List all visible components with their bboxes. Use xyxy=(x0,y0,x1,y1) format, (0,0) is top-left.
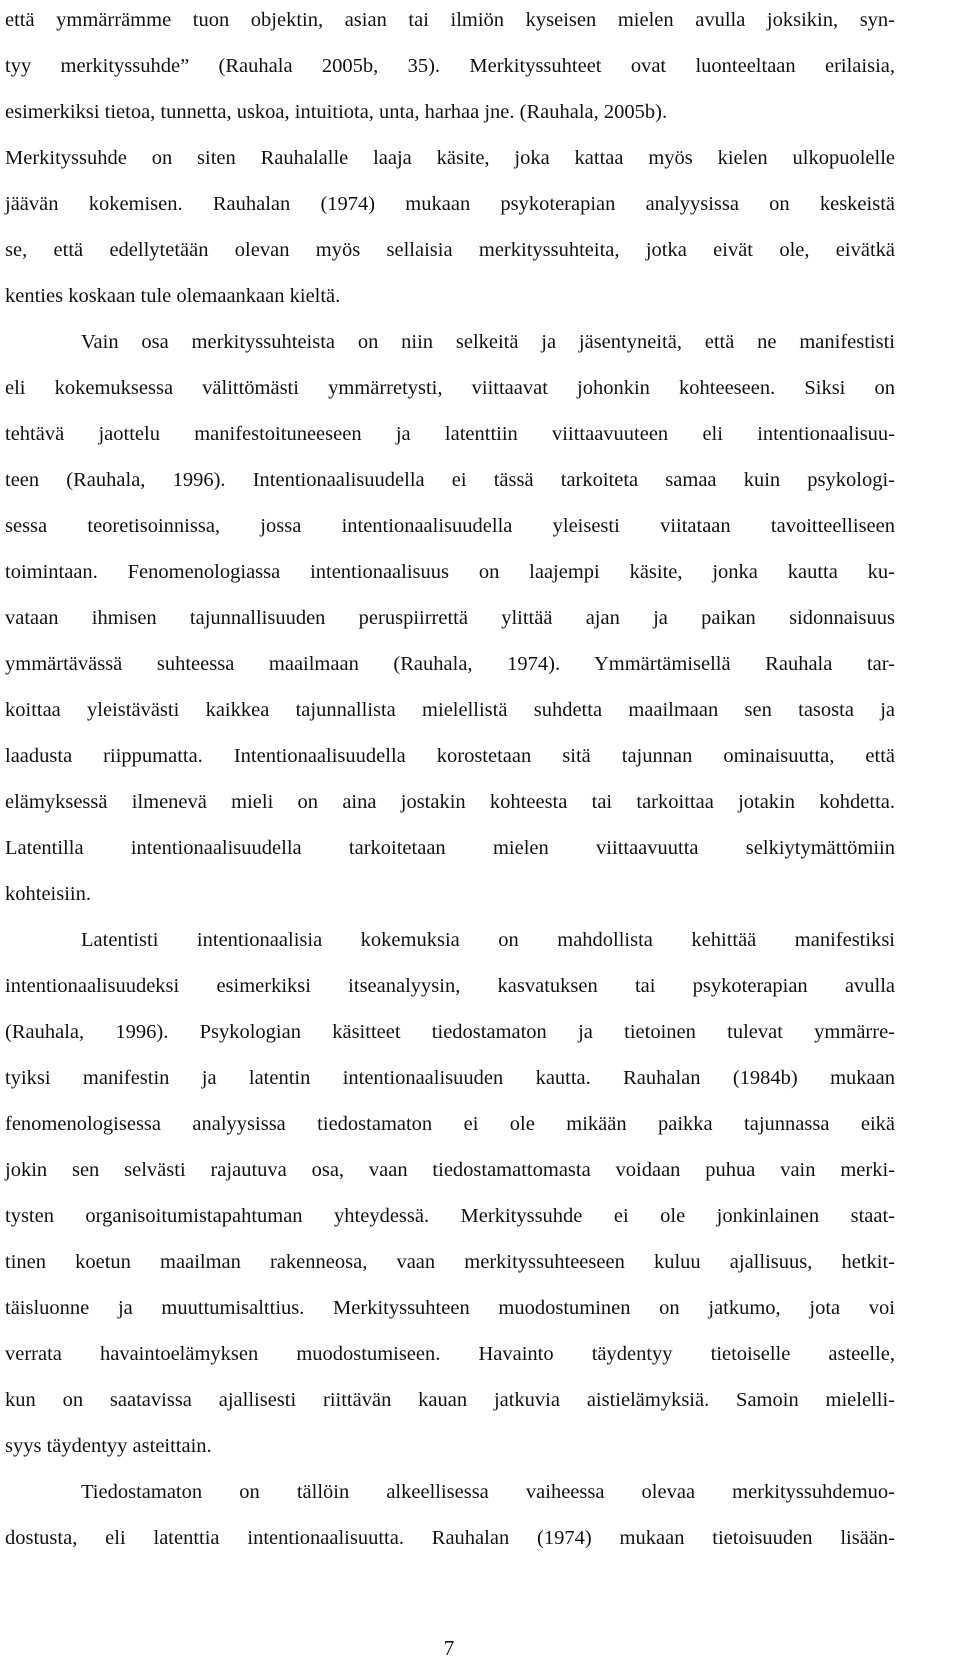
text-line: ymmärtävässä suhteessa maailmaan (Rauhala, 1974). Ymmärtämisellä Rauhala tar- xyxy=(5,653,895,675)
body-text xyxy=(5,0,895,1561)
text-line: teen (Rauhala, 1996). Intentionaalisuudella ei tässä tarkoiteta samaa kuin psykologi- xyxy=(5,469,895,491)
text-line: koittaa yleistävästi kaikkea tajunnallista mielellistä suhdetta maailmaan sen tasosta ja xyxy=(5,699,895,721)
text-line: Merkityssuhde on siten Rauhalalle laaja käsite, joka kattaa myös kielen ulkopuolelle xyxy=(5,147,895,169)
text-line: esimerkiksi tietoa, tunnetta, uskoa, intuitiota, unta, harhaa jne. (Rauhala, 2005b). xyxy=(5,101,668,123)
text-line: kohteisiin. xyxy=(5,883,91,905)
text-line: tyiksi manifestin ja latentin intentionaalisuuden kautta. Rauhalan (1984b) mukaan xyxy=(5,1067,895,1089)
text-line: täisluonne ja muuttumisalttius. Merkityssuhteen muodostuminen on jatkumo, jota voi xyxy=(5,1297,895,1319)
text-line: verrata havaintoelämyksen muodostumiseen. Havainto täydentyy tietoiselle asteelle, xyxy=(5,1343,895,1365)
text-line: (Rauhala, 1996). Psykologian käsitteet tiedostamaton ja tietoinen tulevat ymmärre- xyxy=(5,1021,895,1043)
text-line: sessa teoretisoinnissa, jossa intentionaalisuudella yleisesti viitataan tavoitteelliseen xyxy=(5,515,895,537)
text-line: tyy merkityssuhde” (Rauhala 2005b, 35). Merkityssuhteet ovat luonteeltaan erilaisia, xyxy=(5,55,895,77)
text-line: laadusta riippumatta. Intentionaalisuudella korostetaan sitä tajunnan ominaisuutta, että xyxy=(5,745,895,767)
text-line: intentionaalisuudeksi esimerkiksi itseanalyysin, kasvatuksen tai psykoterapian avulla xyxy=(5,975,895,997)
text-line: dostusta, eli latenttia intentionaalisuutta. Rauhalan (1974) mukaan tietoisuuden lisään- xyxy=(5,1527,895,1549)
paragraph-first-line: Tiedostamaton on tällöin alkeellisessa vaiheessa olevaa merkityssuhdemuo- xyxy=(81,1481,895,1503)
text-line: että ymmärrämme tuon objektin, asian tai ilmiön kyseisen mielen avulla joksikin, syn- xyxy=(5,9,895,31)
text-line: fenomenologisessa analyysissa tiedostamaton ei ole mikään paikka tajunnassa eikä xyxy=(5,1113,895,1135)
text-line: syys täydentyy asteittain. xyxy=(5,1435,212,1457)
text-line: tehtävä jaottelu manifestoituneeseen ja latenttiin viittaavuuteen eli intentionaalisuu- xyxy=(5,423,895,445)
text-line: elämyksessä ilmenevä mieli on aina jostakin kohteesta tai tarkoittaa jotakin kohdetta. xyxy=(5,791,895,813)
paragraph-first-line: Vain osa merkityssuhteista on niin selkeitä ja jäsentyneitä, että ne manifestisti xyxy=(81,331,895,353)
text-line: kenties koskaan tule olemaankaan kieltä. xyxy=(5,285,341,307)
paragraph-first-line: Latentisti intentionaalisia kokemuksia on mahdollista kehittää manifestiksi xyxy=(81,929,895,951)
text-line: kun on saatavissa ajallisesti riittävän kauan jatkuvia aistielämyksiä. Samoin mielelli- xyxy=(5,1389,895,1411)
text-line: vataan ihmisen tajunnallisuuden peruspiirrettä ylittää ajan ja paikan sidonnaisuus xyxy=(5,607,895,629)
text-line: tinen koetun maailman rakenneosa, vaan merkityssuhteeseen kuluu ajallisuus, hetkit- xyxy=(5,1251,895,1273)
text-line: tysten organisoitumistapahtuman yhteydessä. Merkityssuhde ei ole jonkinlainen staat- xyxy=(5,1205,895,1227)
text-line: jäävän kokemisen. Rauhalan (1974) mukaan psykoterapian analyysissa on keskeistä xyxy=(5,193,895,215)
text-line: Latentilla intentionaalisuudella tarkoitetaan mielen viittaavuutta selkiytymättömiin xyxy=(5,837,895,859)
text-line: eli kokemuksessa välittömästi ymmärretysti, viittaavat johonkin kohteeseen. Siksi on xyxy=(5,377,895,399)
page-number: 7 xyxy=(443,1636,455,1660)
text-line: toimintaan. Fenomenologiassa intentionaalisuus on laajempi käsite, jonka kautta ku- xyxy=(5,561,895,583)
text-line: se, että edellytetään olevan myös sellaisia merkityssuhteita, jotka eivät ole, eivätkä xyxy=(5,239,895,261)
text-line: jokin sen selvästi rajautuva osa, vaan tiedostamattomasta voidaan puhua vain merki- xyxy=(5,1159,895,1181)
